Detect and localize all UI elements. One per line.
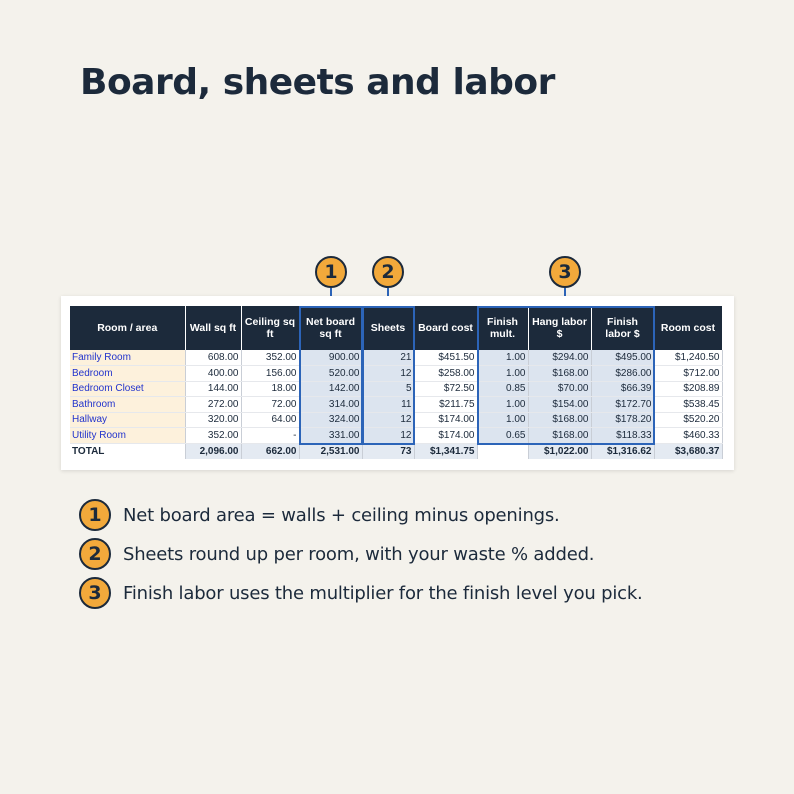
table-cell[interactable]: $70.00 [528,381,591,397]
room-cell[interactable]: Utility Room [70,428,185,444]
table-cell[interactable]: $451.50 [414,350,477,366]
table-cell[interactable]: $174.00 [414,412,477,428]
room-cell[interactable]: Family Room [70,350,185,366]
legend-text: Sheets round up per room, with your waste % added. [123,543,595,565]
column-header[interactable]: Room / area [70,306,185,350]
header-row [70,306,722,350]
column-header[interactable]: Wall sq ft [185,306,241,350]
table-cell[interactable]: $178.20 [591,412,654,428]
callout-badge: 1 [79,499,111,531]
table-cell[interactable]: 12 [362,412,414,428]
callout-number: 1 [324,261,338,283]
table-cell[interactable]: 1.00 [477,366,528,382]
table-cell[interactable]: $294.00 [528,350,591,366]
total-cell[interactable]: $3,680.37 [654,443,722,459]
table-cell[interactable]: $460.33 [654,428,722,444]
table-cell[interactable]: 400.00 [185,366,241,382]
total-cell[interactable]: $1,316.62 [591,443,654,459]
callout-badge: 2 [79,538,111,570]
callout-number: 2 [381,261,395,283]
table-cell[interactable]: 352.00 [241,350,299,366]
total-cell[interactable]: 73 [362,443,414,459]
total-cell[interactable]: 2,531.00 [299,443,362,459]
table-cell[interactable]: 608.00 [185,350,241,366]
table-cell[interactable]: $154.00 [528,397,591,413]
room-cell[interactable]: Hallway [70,412,185,428]
column-header[interactable]: Room cost [654,306,722,350]
table-cell[interactable]: $168.00 [528,366,591,382]
table-cell[interactable]: 1.00 [477,397,528,413]
callout-badge-1 [315,256,347,288]
legend-text: Finish labor uses the multiplier for the finish level you pick. [123,582,643,604]
table-cell[interactable]: 1.00 [477,412,528,428]
callout-number: 3 [558,261,572,283]
column-header[interactable]: Finish labor $ [591,306,654,350]
table-cell[interactable]: 314.00 [299,397,362,413]
table-cell[interactable]: - [241,428,299,444]
column-header[interactable]: Board cost [414,306,477,350]
table-cell[interactable]: 352.00 [185,428,241,444]
table-cell[interactable]: 324.00 [299,412,362,428]
table-cell[interactable]: 5 [362,381,414,397]
legend-item-1 [79,499,560,531]
table-cell[interactable]: $712.00 [654,366,722,382]
table-cell[interactable]: 520.00 [299,366,362,382]
callout-badge: 3 [79,577,111,609]
legend-item-3 [79,577,643,609]
table-cell[interactable]: 156.00 [241,366,299,382]
table-cell[interactable]: $1,240.50 [654,350,722,366]
column-header[interactable]: Hang labor $ [528,306,591,350]
column-header[interactable]: Net board sq ft [299,306,362,350]
table-cell[interactable]: $538.45 [654,397,722,413]
table-cell[interactable]: 320.00 [185,412,241,428]
table-cell[interactable]: 900.00 [299,350,362,366]
total-label: TOTAL [70,443,185,459]
table-row [70,350,722,366]
table-cell[interactable]: 144.00 [185,381,241,397]
table-cell[interactable]: $495.00 [591,350,654,366]
table-cell[interactable]: 21 [362,350,414,366]
page-title: Board, sheets and labor [80,62,555,103]
spreadsheet-table [70,306,723,459]
table-cell[interactable]: 0.65 [477,428,528,444]
table-cell[interactable]: $118.33 [591,428,654,444]
table-cell[interactable]: 0.85 [477,381,528,397]
table-cell[interactable]: $211.75 [414,397,477,413]
room-cell[interactable]: Bedroom Closet [70,381,185,397]
table-cell[interactable]: 12 [362,428,414,444]
table-row [70,428,722,444]
total-row [70,443,722,459]
table-cell[interactable]: $66.39 [591,381,654,397]
total-cell[interactable] [477,443,528,459]
table-row [70,381,722,397]
callout-badge-2 [372,256,404,288]
table-row [70,412,722,428]
table-cell[interactable]: 142.00 [299,381,362,397]
table-cell[interactable]: $168.00 [528,428,591,444]
table-cell[interactable]: $258.00 [414,366,477,382]
spreadsheet-card [61,296,734,470]
table-cell[interactable]: $520.20 [654,412,722,428]
callout-badge-3 [549,256,581,288]
table-cell[interactable]: 18.00 [241,381,299,397]
legend-item-2 [79,538,594,570]
table-cell[interactable]: $286.00 [591,366,654,382]
total-cell[interactable]: $1,341.75 [414,443,477,459]
column-header[interactable]: Ceiling sq ft [241,306,299,350]
total-cell[interactable]: 2,096.00 [185,443,241,459]
room-cell[interactable]: Bathroom [70,397,185,413]
table-cell[interactable]: 11 [362,397,414,413]
room-cell[interactable]: Bedroom [70,366,185,382]
table-row [70,366,722,382]
table-cell[interactable]: $168.00 [528,412,591,428]
column-header[interactable]: Finish mult. [477,306,528,350]
total-cell[interactable]: 662.00 [241,443,299,459]
table-cell[interactable]: $172.70 [591,397,654,413]
total-cell[interactable]: $1,022.00 [528,443,591,459]
table-cell[interactable]: $72.50 [414,381,477,397]
table-cell[interactable]: 12 [362,366,414,382]
table-cell[interactable]: 272.00 [185,397,241,413]
table-cell[interactable]: 72.00 [241,397,299,413]
table-cell[interactable]: $174.00 [414,428,477,444]
legend-text: Net board area = walls + ceiling minus openings. [123,504,560,526]
table-row [70,397,722,413]
table-cell[interactable]: 1.00 [477,350,528,366]
column-header[interactable]: Sheets [362,306,414,350]
table-cell[interactable]: 331.00 [299,428,362,444]
table-cell[interactable]: 64.00 [241,412,299,428]
table-cell[interactable]: $208.89 [654,381,722,397]
